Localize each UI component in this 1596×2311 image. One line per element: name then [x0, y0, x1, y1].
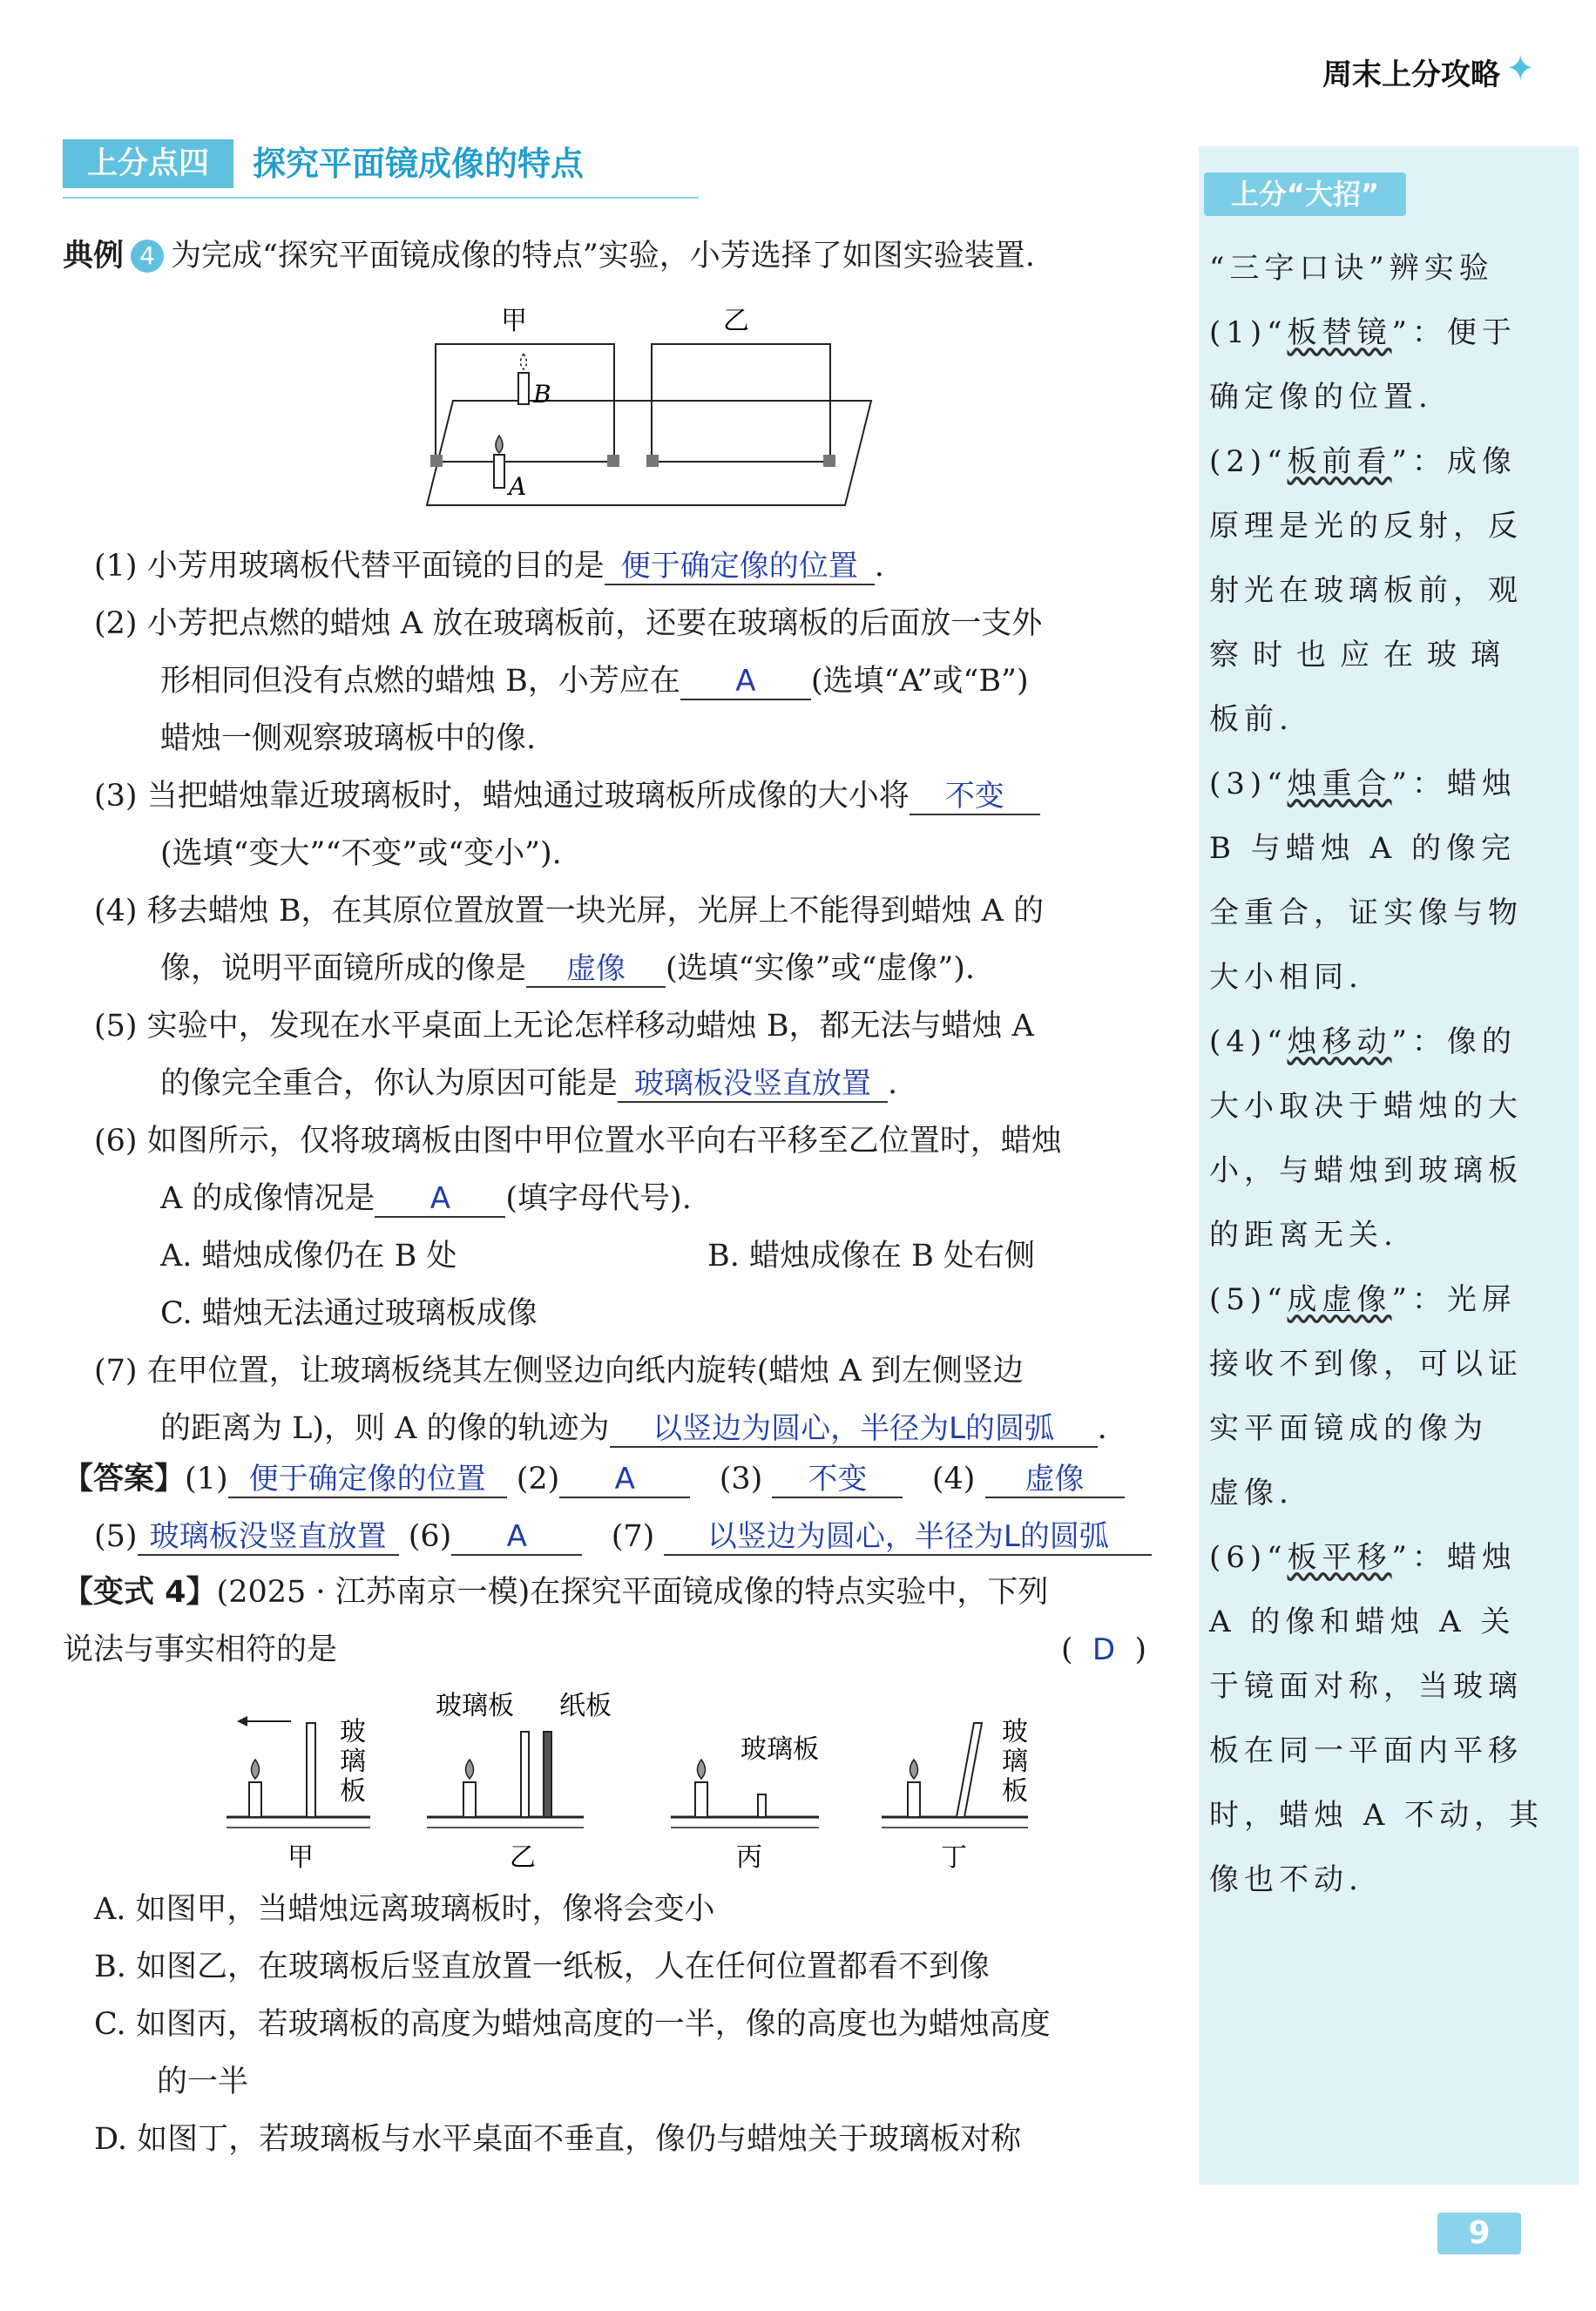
q7-end: . — [1097, 1411, 1107, 1446]
t3-suffix: ”：蜡烛 — [1391, 767, 1517, 801]
sidebar-tag: 上分“大招” — [1204, 172, 1406, 216]
a5-prefix: (5) — [94, 1519, 138, 1554]
q7-answer: 以竖边为圆心，半径为L的圆弧 — [653, 1411, 1055, 1446]
q4-answer-blank[interactable] — [526, 951, 666, 988]
variant-source: (2025 · 江苏南京一模) — [216, 1575, 531, 1610]
q2-answer-blank[interactable] — [680, 664, 811, 700]
q2-answer: A — [735, 664, 756, 699]
question-4-line-1: (4) 移去蜡烛 B，在其原位置放置一块光屏，光屏上不能得到蜡烛 A 的 — [94, 894, 1045, 929]
q5-text: 的像完全重合，你认为原因可能是 — [160, 1066, 619, 1101]
question-3-line-2: (选填“变大”“不变”或“变小”). — [160, 836, 562, 871]
q2-text: 形相同但没有点燃的蜡烛 B，小芳应在 — [160, 664, 680, 699]
variant-figures — [218, 1688, 1089, 1880]
t3-key: 烛重合 — [1287, 767, 1392, 801]
question-2-line-2 — [160, 662, 1029, 700]
q7-answer-blank[interactable] — [610, 1411, 1098, 1448]
question-1 — [94, 547, 884, 585]
t2-suffix: ”：成像 — [1391, 444, 1517, 479]
tip-5-line-2: 接收不到像，可以证 — [1209, 1347, 1523, 1382]
fig-yi-paper-label: 纸板 — [559, 1691, 612, 1721]
a6-prefix: (6) — [408, 1519, 452, 1554]
question-5-line-1: (5) 实验中，发现在水平桌面上无论怎样移动蜡烛 B，都无法与蜡烛 A — [94, 1009, 1034, 1044]
t5-suffix: ”：光屏 — [1391, 1282, 1517, 1317]
question-3-line-1 — [94, 777, 1040, 815]
q6-option-b: B. 蜡烛成像在 B 处右侧 — [707, 1239, 1035, 1274]
tip-4-line-3: 小，与蜡烛到玻璃板 — [1209, 1153, 1523, 1188]
fig-jia-label-3: 板 — [340, 1776, 366, 1807]
question-7-line-2 — [160, 1409, 1107, 1448]
q1-answer: 便于确定像的位置 — [620, 549, 858, 584]
fig-jia-label-1: 玻 — [340, 1717, 366, 1747]
q7-text: 的距离为 L)，则 A 的像的轨迹为 — [160, 1411, 610, 1446]
tip-1-line-2: 确定像的位置. — [1209, 380, 1433, 415]
a7-answer: 以竖边为圆心，半径为L的圆弧 — [707, 1519, 1109, 1554]
tip-6-line-1 — [1209, 1538, 1517, 1577]
question-2-line-1: (2) 小芳把点燃的蜡烛 A 放在玻璃板前，还要在玻璃板的后面放一支外 — [94, 606, 1043, 641]
fig-ding-label-2: 璃 — [1002, 1747, 1028, 1777]
figure-label-b: B — [533, 380, 551, 409]
tip-3-line-2: B 与蜡烛 A 的像完 — [1209, 831, 1516, 866]
question-6-line-2 — [160, 1179, 692, 1218]
tip-1-line-1 — [1209, 314, 1517, 352]
example-intro-text: 为完成“探究平面镜成像的特点”实验，小芳选择了如图实验装置. — [171, 239, 1035, 274]
section-divider — [63, 190, 699, 199]
a7-blank — [664, 1519, 1152, 1556]
figure-label-yi: 乙 — [723, 306, 749, 336]
question-5-line-2 — [160, 1064, 897, 1103]
q3-answer: 不变 — [944, 779, 1004, 814]
t6-prefix: (6)“ — [1209, 1540, 1288, 1575]
q6-option-c: C. 蜡烛无法通过玻璃板成像 — [160, 1296, 538, 1331]
q3-text: (3) 当把蜡烛靠近玻璃板时，蜡烛通过玻璃板所成像的大小将 — [94, 779, 910, 814]
a3-prefix: (3) — [719, 1462, 763, 1497]
variant-option-c-line-2: 的一半 — [157, 2064, 249, 2099]
q6-option-a: A. 蜡烛成像仍在 B 处 — [160, 1239, 457, 1274]
example-intro — [63, 237, 1035, 275]
a5-blank — [138, 1519, 399, 1556]
t4-prefix: (4)“ — [1209, 1024, 1288, 1059]
t2-prefix: (2)“ — [1209, 444, 1288, 479]
a4-prefix: (4) — [931, 1462, 976, 1497]
table-surface — [427, 401, 871, 505]
q3-answer-blank[interactable] — [910, 779, 1040, 815]
paren-close: ) — [1134, 1632, 1147, 1667]
t1-prefix: (1)“ — [1209, 315, 1288, 350]
tip-3-line-3: 全重合，证实像与物 — [1209, 895, 1523, 930]
question-4-line-2 — [160, 949, 975, 988]
variant-answer-paren — [1061, 1631, 1146, 1669]
fig-ding-label-3: 板 — [1002, 1776, 1028, 1807]
fig-yi-caption: 乙 — [510, 1842, 536, 1873]
q1-end: . — [874, 549, 884, 584]
a1-prefix: (1) — [185, 1462, 228, 1497]
variant-line-1 — [63, 1573, 1048, 1612]
q5-answer-blank[interactable] — [618, 1066, 888, 1103]
tip-2-line-2: 原理是光的反射，反 — [1209, 509, 1523, 544]
t1-key: 板替镜 — [1287, 315, 1392, 350]
q6-answer-blank[interactable] — [375, 1181, 505, 1218]
tip-2-line-1 — [1209, 443, 1517, 481]
fig-jia-caption: 甲 — [287, 1842, 314, 1873]
t2-key: 板前看 — [1287, 444, 1392, 479]
t5-key: 成虚像 — [1287, 1282, 1392, 1317]
fig-yi-glass-label: 玻璃板 — [436, 1691, 514, 1721]
tip-5-line-3: 实平面镜成的像为 — [1209, 1411, 1488, 1446]
answers-row-2 — [94, 1517, 1152, 1556]
t6-key: 板平移 — [1287, 1540, 1392, 1575]
variant-line-2: 说法与事实相符的是 — [63, 1632, 338, 1667]
q1-answer-blank[interactable] — [605, 549, 875, 585]
a5-answer: 玻璃板没竖直放置 — [149, 1519, 387, 1554]
candle-a — [494, 436, 504, 488]
page-number: 9 — [1437, 2213, 1521, 2254]
variant-figure-bing — [671, 1734, 819, 1873]
answers-label: 【答案】 — [63, 1462, 186, 1497]
q4-hint: (选填“实像”或“虚像”). — [666, 951, 976, 986]
t6-suffix: ”：蜡烛 — [1391, 1540, 1517, 1575]
fig-bing-caption: 丙 — [736, 1842, 762, 1873]
figure-label-a: A — [509, 472, 527, 501]
tip-4-line-4: 的距离无关. — [1209, 1218, 1398, 1253]
a6-blank — [451, 1519, 582, 1556]
fig-jia-label-2: 璃 — [340, 1747, 366, 1777]
tip-5-line-4: 虚像. — [1209, 1476, 1294, 1510]
tip-4-line-1 — [1209, 1023, 1517, 1061]
variant-figure-yi — [427, 1691, 612, 1873]
q6-answer: A — [429, 1181, 451, 1216]
q4-answer: 虚像 — [566, 951, 626, 986]
candle-b — [518, 354, 529, 404]
example-number: 4 — [131, 240, 164, 273]
tip-6-line-3: 于镜面对称，当玻璃 — [1209, 1669, 1523, 1704]
q6-text: A 的成像情况是 — [160, 1181, 375, 1216]
variant-figure-jia — [227, 1716, 370, 1873]
q6-hint: (填字母代号). — [505, 1181, 692, 1216]
variant-label: 【变式 4】 — [63, 1575, 217, 1610]
figure-label-jia: 甲 — [501, 306, 527, 336]
variant-option-d: D. 如图丁，若玻璃板与水平桌面不垂直，像仍与蜡烛关于玻璃板对称 — [94, 2122, 1022, 2157]
t3-prefix: (3)“ — [1209, 767, 1288, 801]
a6-answer: A — [506, 1519, 527, 1554]
sparkle-icon: ✦ — [1505, 49, 1535, 89]
t5-prefix: (5)“ — [1209, 1282, 1288, 1317]
glass-plate-jia — [430, 344, 619, 467]
section-title: 探究平面镜成像的特点 — [253, 145, 585, 183]
header-title: 周末上分攻略 — [1322, 57, 1500, 92]
t4-suffix: ”：像的 — [1391, 1024, 1517, 1059]
tip-4-line-2: 大小取决于蜡烛的大 — [1209, 1089, 1523, 1124]
tip-3-line-4: 大小相同. — [1209, 960, 1363, 995]
a3-answer: 不变 — [808, 1462, 868, 1497]
a4-answer: 虚像 — [1025, 1462, 1085, 1497]
tip-5-line-1 — [1209, 1281, 1517, 1319]
q5-answer: 玻璃板没竖直放置 — [634, 1066, 872, 1101]
question-6-line-1: (6) 如图所示，仅将玻璃板由图中甲位置水平向右平移至乙位置时，蜡烛 — [94, 1124, 1062, 1159]
variant-option-b: B. 如图乙，在玻璃板后竖直放置一纸板，人在任何位置都看不到像 — [94, 1949, 990, 1984]
a7-prefix: (7) — [611, 1519, 655, 1554]
a1-answer: 便于确定像的位置 — [248, 1462, 486, 1497]
fig-bing-glass-label: 玻璃板 — [741, 1734, 819, 1765]
section-badge: 上分点四 — [63, 139, 233, 188]
t4-key: 烛移动 — [1287, 1024, 1392, 1059]
variant-text: 在探究平面镜成像的特点实验中，下列 — [530, 1575, 1049, 1610]
tip-6-line-2: A 的像和蜡烛 A 关 — [1209, 1605, 1516, 1639]
tip-6-line-6: 像也不动. — [1209, 1862, 1363, 1897]
example-label: 典例 — [63, 239, 125, 274]
fig-ding-caption: 丁 — [941, 1842, 967, 1873]
a3-blank — [772, 1462, 903, 1498]
question-2-line-3: 蜡烛一侧观察玻璃板中的像. — [160, 721, 537, 756]
a2-prefix: (2) — [516, 1462, 560, 1497]
tip-6-line-4: 板在同一平面内平移 — [1209, 1733, 1523, 1768]
fig-ding-label-1: 玻 — [1002, 1717, 1028, 1747]
sidebar-heading: “三字口诀”辨实验 — [1209, 251, 1494, 286]
tip-6-line-5: 时，蜡烛 A 不动，其 — [1209, 1798, 1545, 1833]
paren-open: ( — [1061, 1632, 1073, 1667]
answers-row-1 — [63, 1460, 1125, 1498]
tip-2-line-4: 察时也应在玻璃 — [1209, 638, 1514, 672]
question-1-text: (1) 小芳用玻璃板代替平面镜的目的是 — [94, 549, 605, 584]
q2-hint: (选填“A”或“B”) — [810, 664, 1029, 699]
variant-figure-ding — [882, 1717, 1028, 1873]
t1-suffix: ”：便于 — [1391, 315, 1517, 350]
mirror-apparatus-figure — [401, 305, 889, 523]
a4-blank — [985, 1462, 1125, 1498]
a1-blank — [228, 1462, 507, 1498]
tip-3-line-1 — [1209, 765, 1517, 803]
variant-option-a: A. 如图甲，当蜡烛远离玻璃板时，像将会变小 — [94, 1892, 715, 1927]
a2-blank — [559, 1462, 690, 1498]
question-7-line-1: (7) 在甲位置，让玻璃板绕其左侧竖边向纸内旋转(蜡烛 A 到左侧竖边 — [94, 1354, 1024, 1389]
q4-text: 像，说明平面镜所成的像是 — [160, 951, 527, 986]
tip-2-line-5: 板前. — [1209, 702, 1294, 737]
q5-end: . — [888, 1066, 898, 1101]
variant-answer[interactable]: D — [1092, 1632, 1116, 1667]
glass-plate-yi — [646, 344, 835, 467]
tip-2-line-3: 射光在玻璃板前，观 — [1209, 573, 1523, 608]
a2-answer: A — [614, 1462, 635, 1497]
variant-option-c-line-1: C. 如图丙，若玻璃板的高度为蜡烛高度的一半，像的高度也为蜡烛高度 — [94, 2007, 1051, 2042]
